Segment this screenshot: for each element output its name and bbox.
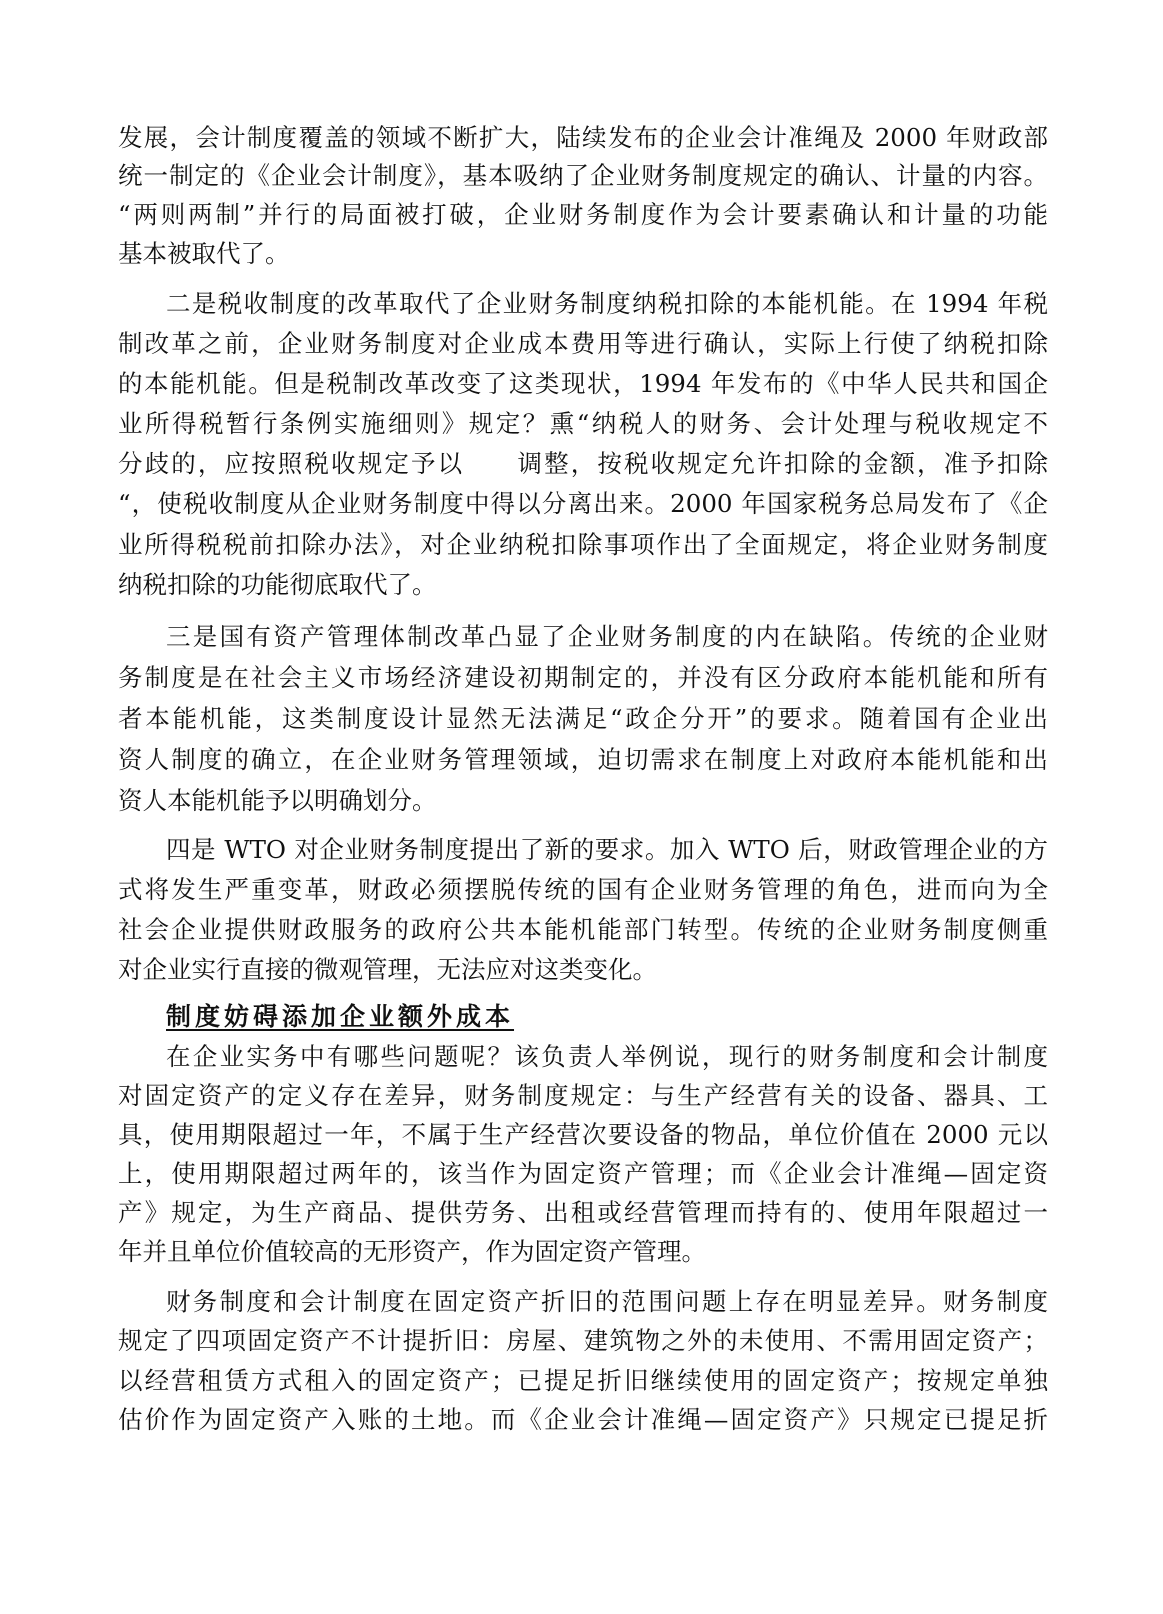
text-line: 发展，会计制度覆盖的领域不断扩大，陆续发布的企业会计准绳及 2000 年财政部 bbox=[118, 123, 1048, 152]
text-line: 社会企业提供财政服务的政府公共本能机能部门转型。传统的企业财务制度侧重 bbox=[118, 915, 1048, 944]
text-line: 财务制度和会计制度在固定资产折旧的范围问题上存在明显差异。财务制度 bbox=[166, 1287, 1048, 1316]
text-line: 上，使用期限超过两年的，该当作为固定资产管理；而《企业会计准绳—固定资 bbox=[118, 1159, 1048, 1188]
text-line: 业所得税暂行条例实施细则》规定？熏“纳税人的财务、会计处理与税收规定不 bbox=[118, 409, 1048, 438]
text-line: 估价作为固定资产入账的土地。而《企业会计准绳—固定资产》只规定已提足折 bbox=[118, 1405, 1048, 1434]
text-line: 式将发生严重变革，财政必须摆脱传统的国有企业财务管理的角色，进而向为全 bbox=[118, 875, 1048, 904]
text-line: 统一制定的《企业会计制度》，基本吸纳了企业财务制度规定的确认、计量的内容。 bbox=[118, 161, 1048, 190]
text-line: “，使税收制度从企业财务制度中得以分离出来。2000 年国家税务总局发布了《企 bbox=[118, 489, 1048, 518]
text-line: 年并且单位价值较高的无形资产，作为固定资产管理。 bbox=[118, 1237, 706, 1266]
text-line: 业所得税税前扣除办法》，对企业纳税扣除事项作出了全面规定，将企业财务制度 bbox=[118, 530, 1048, 559]
text-line: “两则两制”并行的局面被打破，企业财务制度作为会计要素确认和计量的功能 bbox=[118, 200, 1048, 229]
text-line: 以经营租赁方式租入的固定资产；已提足折旧继续使用的固定资产；按规定单独 bbox=[118, 1366, 1048, 1395]
text-line: 分歧的，应按照税收规定予以 调整，按税收规定允许扣除的金额，准予扣除 bbox=[118, 449, 1048, 478]
text-line: 产》规定，为生产商品、提供劳务、出租或经营管理而持有的、使用年限超过一 bbox=[118, 1198, 1048, 1227]
text-line: 对固定资产的定义存在差异，财务制度规定：与生产经营有关的设备、器具、工 bbox=[118, 1081, 1048, 1110]
text-line: 制改革之前，企业财务制度对企业成本费用等进行确认，实际上行使了纳税扣除 bbox=[118, 329, 1048, 358]
text-line: 资人本能机能予以明确划分。 bbox=[118, 786, 437, 815]
text-line: 具，使用期限超过一年，不属于生产经营次要设备的物品，单位价值在 2000 元以 bbox=[118, 1120, 1048, 1149]
text-line: 三是国有资产管理体制改革凸显了企业财务制度的内在缺陷。传统的企业财 bbox=[166, 622, 1048, 651]
section-heading: 制度妨碍添加企业额外成本 bbox=[166, 1002, 515, 1031]
text-line: 四是 WTO 对企业财务制度提出了新的要求。加入 WTO 后，财政管理企业的方 bbox=[166, 835, 1048, 864]
text-line: 资人制度的确立，在企业财务管理领域，迫切需求在制度上对政府本能机能和出 bbox=[118, 745, 1048, 774]
text-line: 规定了四项固定资产不计提折旧：房屋、建筑物之外的未使用、不需用固定资产； bbox=[118, 1326, 1048, 1355]
text-line: 在企业实务中有哪些问题呢？该负责人举例说，现行的财务制度和会计制度 bbox=[166, 1042, 1048, 1071]
text-line: 纳税扣除的功能彻底取代了。 bbox=[118, 570, 437, 599]
text-line: 基本被取代了。 bbox=[118, 239, 290, 268]
text-line: 对企业实行直接的微观管理，无法应对这类变化。 bbox=[118, 955, 657, 984]
text-line: 务制度是在社会主义市场经济建设初期制定的，并没有区分政府本能机能和所有 bbox=[118, 663, 1048, 692]
text-line: 者本能机能，这类制度设计显然无法满足“政企分开”的要求。随着国有企业出 bbox=[118, 704, 1048, 733]
text-line: 二是税收制度的改革取代了企业财务制度纳税扣除的本能机能。在 1994 年税 bbox=[166, 289, 1048, 318]
text-line: 的本能机能。但是税制改革改变了这类现状，1994 年发布的《中华人民共和国企 bbox=[118, 369, 1048, 398]
